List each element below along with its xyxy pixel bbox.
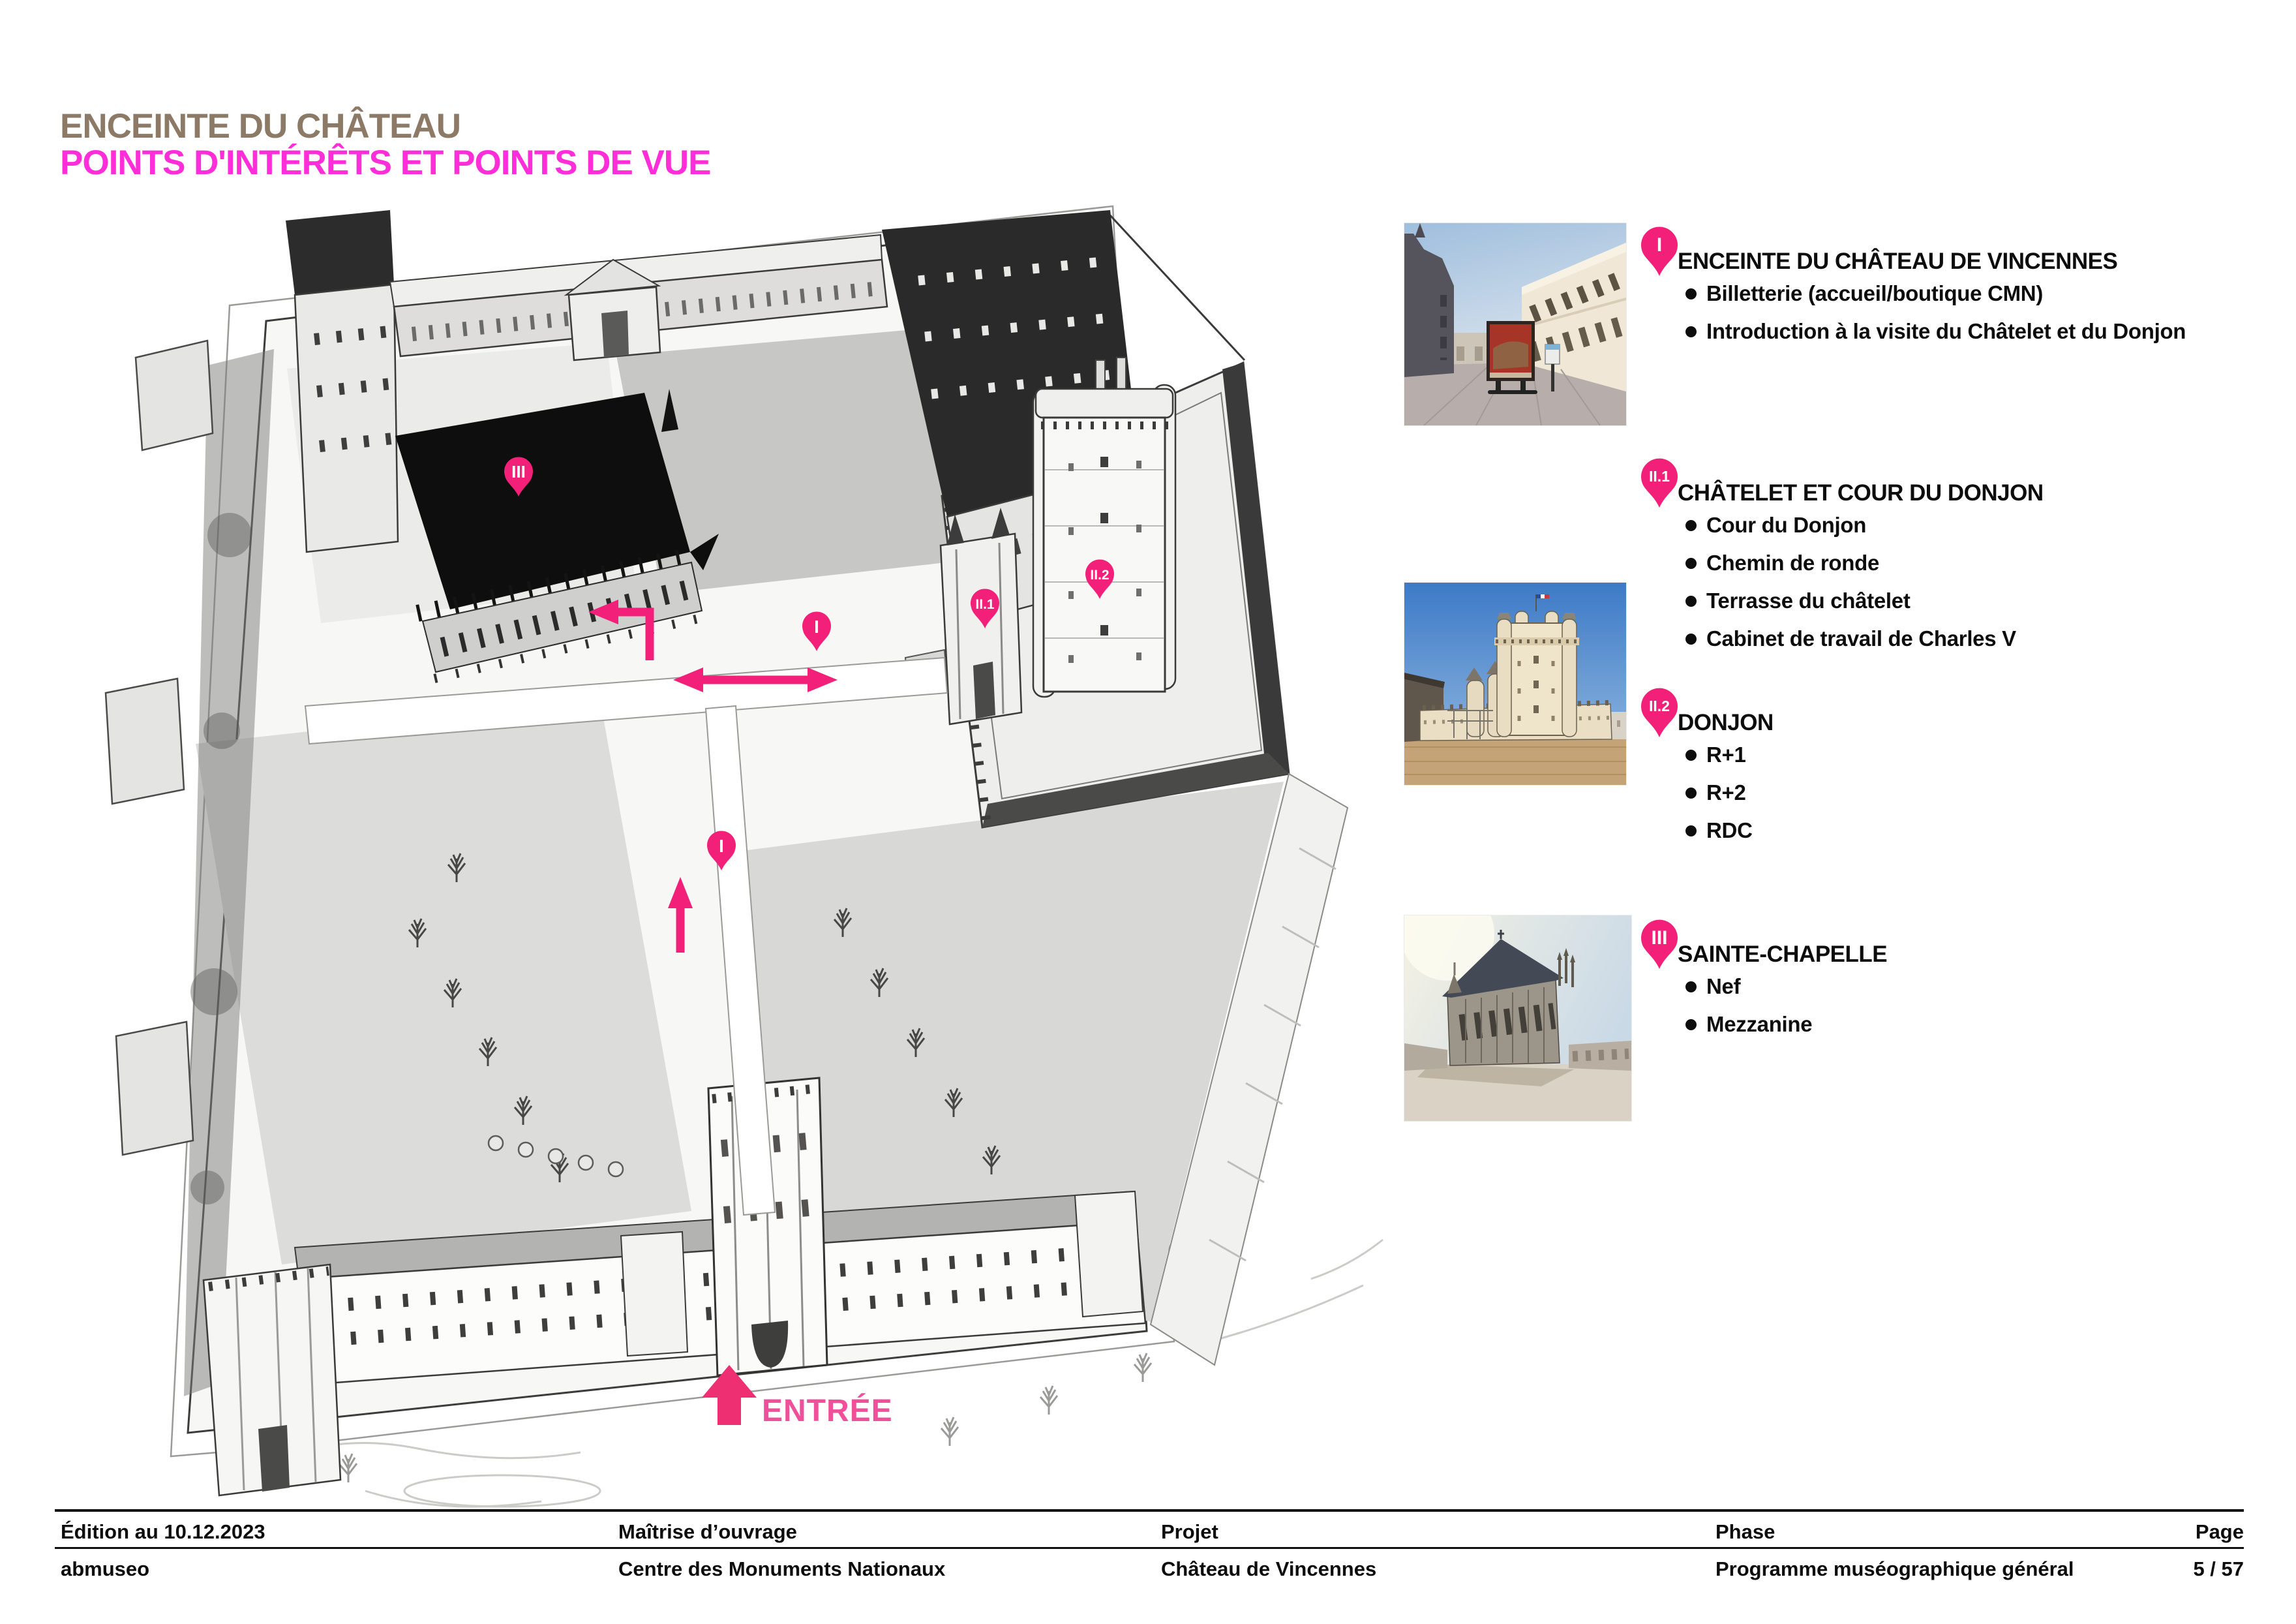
bullet-dot-icon [1685,326,1697,337]
legend-title-sainte-chapelle: SAINTE-CHAPELLE [1678,942,1888,967]
footer-value-edition: abmuseo [61,1557,150,1580]
bullet-dot-icon [1685,596,1697,607]
legend-bullets [1678,736,2263,850]
bullet-dot-icon [1685,981,1697,992]
svg-text:III: III [511,462,526,482]
footer-label-page: Page [2195,1520,2244,1543]
legend-bullet: Mezzanine [1685,1005,2263,1043]
legend-item-sainte-chapelle [1637,915,2263,1043]
footer-value-projet: Château de Vincennes [1161,1557,1377,1580]
page-title-line1: ENCEINTE DU CHÂTEAU [60,107,461,146]
svg-text:III: III [1651,927,1668,949]
legend-bullets [1678,275,2263,350]
legend-pin-II2-icon [1637,684,1682,741]
legend-bullet: Chemin de ronde [1685,544,2263,582]
bullet-dot-icon [1685,788,1697,799]
svg-text:II.2: II.2 [1649,697,1670,714]
legend-bullet: Terrasse du châtelet [1685,582,2263,620]
footer-label-phase: Phase [1715,1520,1775,1543]
legend-bullet: Cour du Donjon [1685,506,2263,544]
bullet-dot-icon [1685,634,1697,645]
entrance-marker [702,1365,893,1428]
sw-tower [204,1264,340,1495]
footer-label-projet: Projet [1161,1520,1218,1543]
legend-item-enceinte [1637,222,2263,350]
photo-sainte-chapelle [1404,915,1631,1121]
footer-rule-top [55,1509,2244,1512]
legend-bullet: Introduction à la visite du Châtelet et du Donjon [1685,313,2263,350]
chateau-axonometric-map [26,196,1409,1509]
bullet-dot-icon [1685,1019,1697,1030]
photo-donjon [1404,583,1626,785]
page-title-line2: POINTS D'INTÉRÊTS ET POINTS DE VUE [60,144,711,182]
legend-title-enceinte: ENCEINTE DU CHÂTEAU DE VINCENNES [1678,249,2118,274]
svg-text:I: I [719,836,724,856]
legend-bullet: R+2 [1685,774,2263,812]
svg-text:II.1: II.1 [1649,468,1670,485]
legend-pin-I-icon [1637,222,1682,280]
footer-value-page: 5 / 57 [2193,1557,2244,1580]
svg-text:II.1: II.1 [975,597,995,612]
legend-bullet: Nef [1685,968,2263,1005]
svg-text:II.2: II.2 [1090,568,1110,583]
bullet-dot-icon [1685,750,1697,761]
footer-label-edition: Édition au 10.12.2023 [61,1520,265,1543]
entrance-label: ENTRÉE [762,1394,893,1428]
legend-bullets [1678,968,2263,1043]
svg-text:I: I [1656,234,1663,256]
legend-bullet: R+1 [1685,736,2263,774]
legend-item-chatelet [1637,454,2263,658]
legend-title-donjon: DONJON [1678,710,1774,735]
legend-pin-II1-icon [1637,454,1682,512]
footer-label-maitrise: Maîtrise d’ouvrage [618,1520,797,1543]
bullet-dot-icon [1685,558,1697,569]
bullet-dot-icon [1685,520,1697,531]
legend-bullet: Billetterie (accueil/boutique CMN) [1685,275,2263,313]
legend-bullet: RDC [1685,812,2263,850]
legend-title-chatelet: CHÂTELET ET COUR DU DONJON [1678,480,2044,506]
legend-pin-III-icon [1637,915,1682,973]
svg-text:I: I [814,617,819,637]
bullet-dot-icon [1685,288,1697,299]
footer-value-phase: Programme muséographique général [1715,1557,2074,1580]
photo-cour-enceinte [1404,223,1626,425]
legend-item-donjon [1637,684,2263,850]
footer-value-maitrise: Centre des Monuments Nationaux [618,1557,946,1580]
legend-bullets [1678,506,2263,658]
footer-rule-mid [55,1547,2244,1549]
donjon-tower [1033,358,1175,697]
bullet-dot-icon [1685,825,1697,836]
legend-bullet: Cabinet de travail de Charles V [1685,620,2263,658]
page-title [60,108,711,181]
